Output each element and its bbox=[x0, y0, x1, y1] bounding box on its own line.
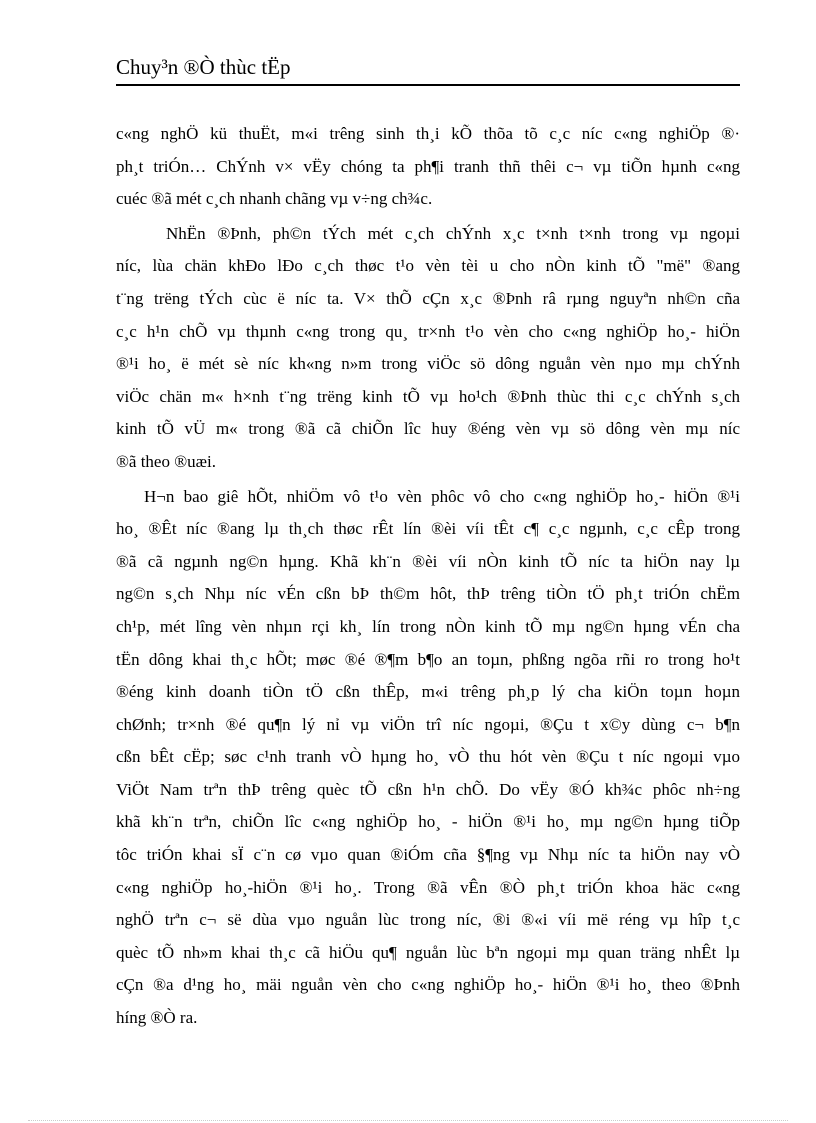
paragraph-1 bbox=[116, 118, 740, 216]
text-line: ph¸t triÓn… ChÝnh v× vËy chóng ta ph¶i tranh thñ thêi c¬ vµ tiÕn hµnh c«ng bbox=[116, 156, 740, 176]
text-line: ViÖt Nam trªn thÞ trêng quèc tÕ cßn h¹n chÕ. Do vËy ®Ó kh¾c phôc nh÷ng bbox=[116, 779, 740, 799]
text-line: c¸c h¹n chÕ vµ thµnh c«ng trong qu¸ tr×nh t¹o vèn cho c«ng nghiÖp ho¸- hiÖn bbox=[116, 321, 740, 341]
page-header bbox=[116, 54, 740, 86]
paragraph-2 bbox=[116, 218, 740, 479]
text-line: ng©n s¸ch Nhµ níc vÉn cßn bÞ th©m hôt, thÞ trêng tiÒn tÖ ph¸t triÓn chËm bbox=[116, 584, 740, 604]
document-body bbox=[116, 118, 740, 1037]
text-line: níc, lùa chän khÐo lÐo c¸ch thøc t¹o vèn tèi u cho nÒn kinh tÕ "më" ®ang bbox=[116, 256, 740, 276]
text-line: ®¹i ho¸ ë mét sè níc kh«ng n»m trong viÖc sö dông nguån vèn nµo mµ chÝnh bbox=[116, 354, 740, 374]
text-line: kinh tÕ vÜ m« trong ®ã cã chiÕn lîc huy ®éng vèn vµ sö dông vèn mµ níc bbox=[116, 419, 740, 439]
text-line: c«ng nghÖ kü thuËt, m«i trêng sinh th¸i kÕ thõa tõ c¸c níc c«ng nghiÖp ®· bbox=[116, 124, 740, 143]
text-line: H¬n bao giê hÕt, nhiÖm vô t¹o vèn phôc vô cho c«ng nghiÖp ho¸- hiÖn ®¹i bbox=[144, 486, 740, 506]
text-line: ®éng kinh doanh tiÒn tÖ cßn thÊp, m«i trêng ph¸p lý cha kiÖn toµn hoµn bbox=[116, 682, 740, 702]
text-line: quèc tÕ nh»m khai th¸c cã hiÖu qu¶ nguån lùc bªn ngoµi mµ quan träng nhÊt lµ bbox=[116, 942, 740, 962]
page-bottom-divider bbox=[28, 1120, 788, 1121]
text-line: cÇn ®a d¹ng ho¸ mäi nguån vèn cho c«ng nghiÖp ho¸- hiÖn ®¹i ho¸ theo ®Þnh bbox=[116, 975, 740, 995]
text-line: NhËn ®Þnh, ph©n tÝch mét c¸ch chÝnh x¸c t×nh t×nh trong vµ ngoµi bbox=[166, 223, 740, 243]
text-line: c«ng nghiÖp ho¸-hiÖn ®¹i ho¸. Trong ®ã vÊn ®Ò ph¸t triÓn khoa häc c«ng bbox=[116, 877, 740, 897]
text-line: híng ®Ò ra. bbox=[116, 1008, 198, 1028]
text-line: ho¸ ®Êt níc ®ang lµ th¸ch thøc rÊt lín ®èi víi tÊt c¶ c¸c ngµnh, c¸c cÊp trong bbox=[116, 519, 740, 539]
text-line: viÖc chän m« h×nh t¨ng trëng kinh tÕ vµ ho¹ch ®Þnh thùc thi c¸c chÝnh s¸ch bbox=[116, 386, 740, 406]
text-line: tôc triÓn khai sÏ c¨n cø vµo quan ®iÓm cña §¶ng vµ Nhµ níc ta hiÖn nay vÒ bbox=[116, 845, 740, 865]
paragraph-3 bbox=[116, 481, 740, 1035]
header-title: Chuy³n ®Ò thùc tËp bbox=[116, 55, 291, 79]
text-line: chØnh; tr×nh ®é qu¶n lý nỉ vµ viÖn trî níc ngoµi, ®Çu t x©y dùng c¬ b¶n bbox=[116, 714, 740, 734]
text-line: nghÖ trªn c¬ së dùa vµo nguån lùc trong níc, ®i ®«i víi më réng vµ hîp t¸c bbox=[116, 910, 740, 930]
text-line: t¨ng trëng tÝch cùc ë níc ta. V× thÕ cÇn x¸c ®Þnh râ rµng nguyªn nh©n cña bbox=[116, 288, 740, 308]
text-line: tËn dông khai th¸c hÕt; møc ®é ®¶m b¶o an toµn, phßng ngõa rñi ro trong ho¹t bbox=[116, 649, 740, 669]
text-line: ®ã theo ®uæi. bbox=[116, 451, 216, 471]
text-line: cßn bÊt cËp; søc c¹nh tranh vÒ hµng ho¸ vÒ thu hót vèn ®Çu t níc ngoµi vµo bbox=[116, 747, 740, 767]
text-line: ch¹p, mét lîng vèn nhµn rçi kh¸ lín trong nÒn kinh tÕ mµ ng©n hµng vÉn cha bbox=[116, 616, 740, 636]
text-line: cuéc ®ã mét c¸ch nhanh chãng vµ v÷ng ch¾c. bbox=[116, 189, 433, 209]
text-line: ®ã cã ngµnh ng©n hµng. Khã kh¨n ®èi víi nÒn kinh tÕ níc ta hiÖn nay lµ bbox=[116, 551, 740, 571]
text-line: khã kh¨n trªn, chiÕn lîc c«ng nghiÖp ho¸ - hiÖn ®¹i ho¸ mµ ng©n hµng tiÕp bbox=[116, 812, 740, 832]
